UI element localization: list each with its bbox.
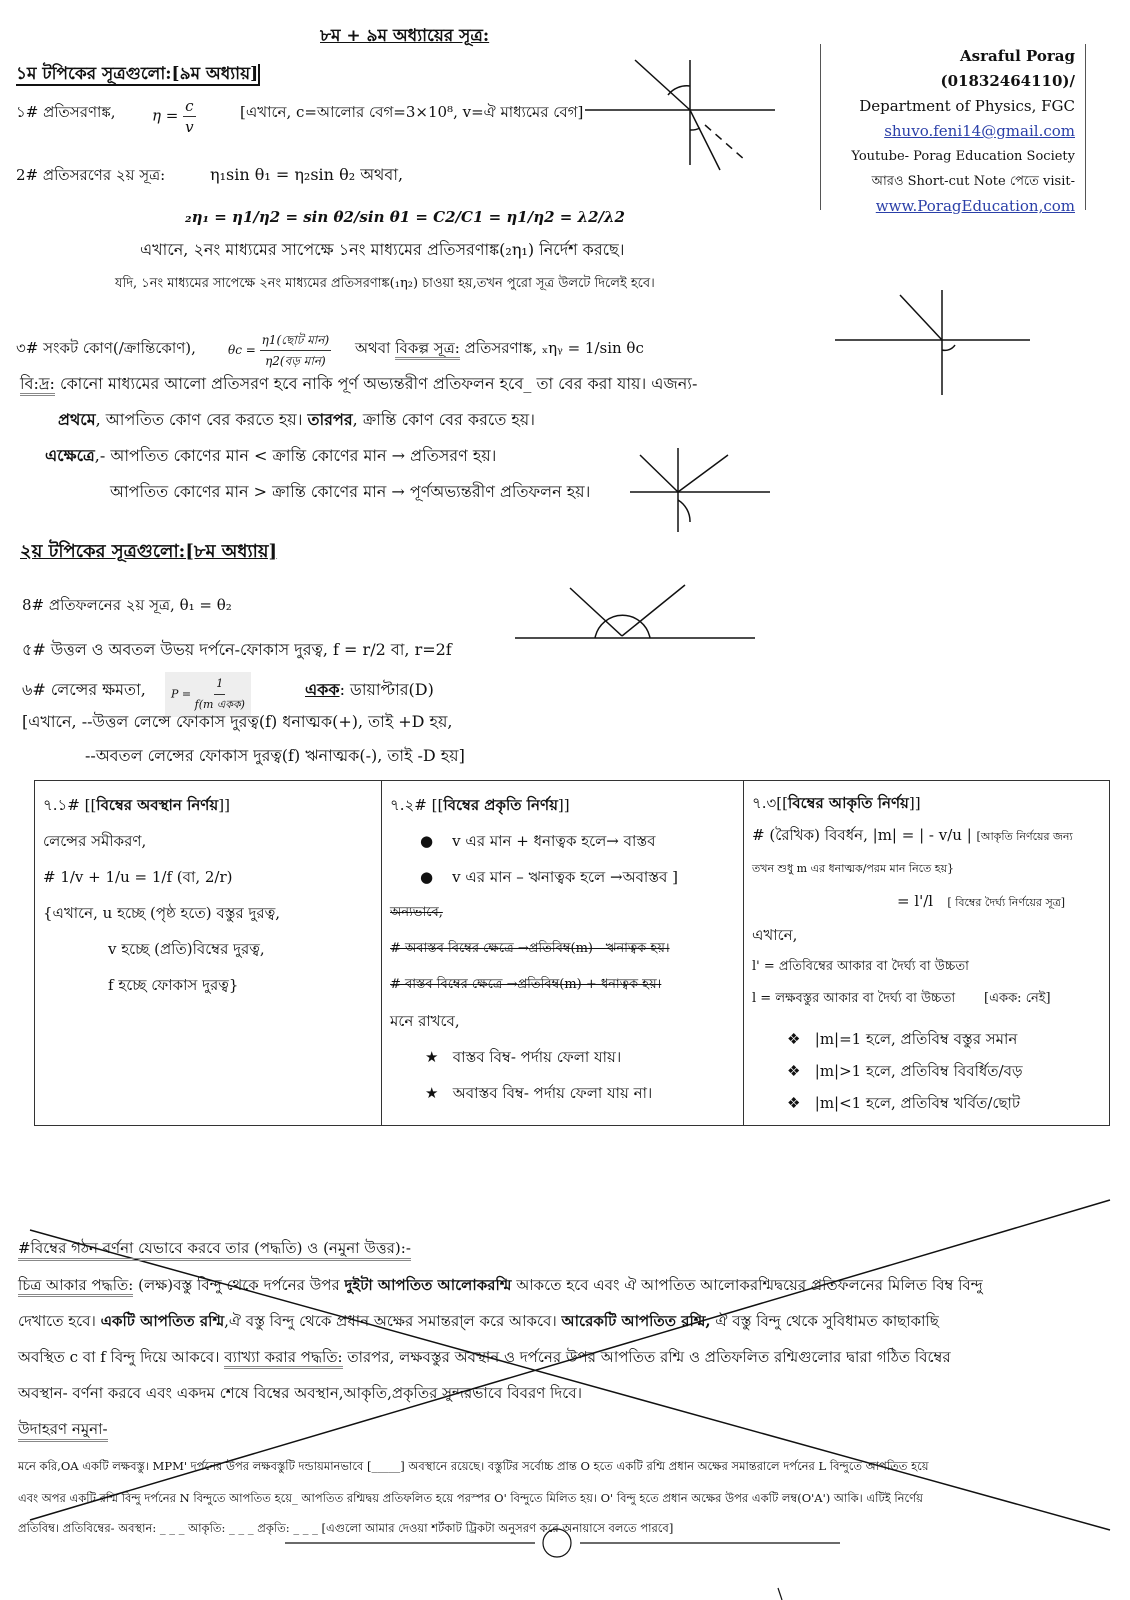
formula-6-note2: --অবতল লেন্সের ফোকাস দুরত্ব(f) ঋনাত্মক(-), তাই -D হয়] (85, 746, 465, 765)
formula-6-unit: একক: ডায়াপ্টার(D) (305, 680, 434, 699)
formula-1-label: ১# প্রতিসরণাঙ্ক, (16, 103, 116, 121)
topic1-heading: ১ম টপিকের সূত্রগুলো:[৯ম অধ্যায়] (16, 64, 259, 84)
formula-6-note1: [এখানে, --উত্তল লেন্সে ফোকাস দুরত্ব(f) ধনাত্মক(+), তাই +D হয়, (22, 712, 453, 731)
position-title: ৭.১# [[বিম্বের অবস্থান নির্ণয়]] (43, 796, 230, 814)
size-column (744, 781, 1110, 1126)
formula-2-label: 2# প্রতিসরণের ২য় সূত্র: (16, 166, 166, 184)
formula-2-note2: যদি, ১নং মাধ্যমের সাপেক্ষে ২নং মাধ্যমের প্রতিসরণাঙ্ক(₁η₂) চাওয়া হয়,তখন পুরো সূত্র উলটে দিলেই হবে। (115, 276, 655, 291)
example-line-1: মনে করি,OA একটি লক্ষবস্তু। MPM' দর্পনের উপর লক্ষবস্তুটি দন্ডায়মানভাবে [_____] অবস্থানে রয়েছে। বস্তুটির সর্বোচ্চ প্রান্ত O হতে একটি রশ্মি প্রধান অক্ষের সমান্তরালে দর্পনের L বিন্দুতে আপতিত হয়ে (18, 1459, 929, 1473)
formula-6-label: ৬# লেন্সের ক্ষমতা, (22, 680, 146, 699)
section3-heading: #বিম্বের গঠন বর্ণনা যেভাবে করবে তার (পদ্ধতি) ও (নমুনা উত্তর):- (18, 1238, 411, 1261)
method-line-4: অবস্থান- বর্ণনা করবে এবং একদম শেষে বিম্বের অবস্থান,আকৃতি,প্রকৃতির সুন্দরভাবে বিবরণ দিবে। (18, 1384, 582, 1402)
image-rules-table (34, 780, 1110, 1126)
magnification-note: তখন শুধু m এর ধনাত্মক/পরম মান নিতে হয়} (752, 862, 955, 875)
formula-2-chain: ₂η₁ = η1/η2 = sin θ2/sin θ1 = C2/C1 = η1/η2 = λ2/λ2 (185, 208, 625, 226)
formula-2: η₁sin θ₁ = η₂sin θ₂ অথবা, (210, 165, 404, 184)
position-column (35, 781, 382, 1126)
struck-rule-1: # অবাস্তব বিম্বের ক্ষেত্রে →প্রতিবিম্ব(m) - ঋনাত্বক হয়। (390, 941, 670, 956)
footer-ornament (285, 1529, 840, 1600)
f-definition: f হচ্ছে ফোকাস দুরত্ব} (108, 976, 239, 994)
struck-rule-2: # বাস্তব বিম্বের ক্ষেত্রে →প্রতিবিম্ব(m) + ধনাত্বক হয়। (390, 977, 662, 992)
topic2-heading: ২য় টপিকের সূত্রগুলো:[৮ম অধ্যায়] (20, 541, 278, 562)
example-line-2: এবং অপর একটি রশ্মি বিন্দু দর্পনের N বিন্দুতে আপতিত হয়ে_ আপতিত রশ্মিদ্বয় প্রতিফলিত হয়ে পরস্পর O' বিন্দুতে মিলিত হয়। O' বিন্দু হতে প্রধান অক্ষের উপর একটি লম্ব(O'A') আকি। এটিই নির্ণেয় (18, 1491, 923, 1505)
bullet-virtual: ● v এর মান – ঋনাত্বক হলে →অবাস্তব ] (420, 868, 679, 886)
formula-3-label: ৩# সংকট কোণ(/ক্রান্তিকোণ), (16, 339, 196, 357)
website-link[interactable]: www.PoragEducation,com (875, 197, 1075, 215)
steps-line: প্রথমে, আপতিত কোণ বের করতে হয়। তারপর, ক্রান্তি কোণ বের করতে হয়। (58, 410, 535, 429)
method-line-3: অবস্থিত c বা f বিন্দু দিয়ে আকবে। ব্যাখ্যা করার পদ্ধতি: তারপর, লক্ষবস্তুর অবস্থান ও দর্পনের উপর আপতিত রশ্মি ও প্রতিফলিত রশ্মিগুলোর দ্বারা গঠিত বিম্বের (18, 1347, 951, 1367)
critical-angle-diagram (835, 290, 1030, 395)
u-definition: {এখানে, u হচ্ছে (পৃষ্ঠ হতে) বস্তুর দুরত্ব, (43, 904, 281, 922)
image-size-definition: l' = প্রতিবিম্বের আকার বা দৈর্ঘ্য বা উচ্চতা (752, 959, 969, 974)
case-line-2: আপতিত কোণের মান > ক্রান্তি কোণের মান → পূর্ণঅভ্যন্তরীণ প্রতিফলন হয়। (110, 482, 591, 501)
formula-8: 8# প্রতিফলনের ২য় সূত্র, θ₁ = θ₂ (22, 596, 232, 614)
formula-5: ৫# উত্তল ও অবতল উভয় দর্পনে-ফোকাস দুরত্ব, f = r/2 বা, r=2f (22, 640, 452, 659)
method-line-1: চিত্র আকার পদ্ধতি: (লক্ষ)বস্তু বিন্দু থেকে দর্পনের উপর দুইটা আপতিত আলোকরশ্মি আকতে হবে এবং ঐ আপতিত আলোকরশ্মিদ্বয়ের প্রতিফলনের মিলিত বিম্ব বিন্দু (18, 1275, 983, 1295)
mag-equal: ❖ |m|=1 হলে, প্রতিবিম্ব বস্তুর সমান (787, 1030, 1018, 1048)
example-line-3: প্রতিবিম্ব। প্রতিবিম্বের- অবস্থান: _ _ _ আকৃতি: _ _ _ প্রকৃতি: _ _ _ [এগুলো আমার দেওয়া শর্টকাট ট্রিকটা অনুসরণ করে অনায়াসে বলতে পারবে] (18, 1521, 674, 1535)
formula-1-note: [এখানে, c=আলোর বেগ=3×10⁸, v=ঐ মাধ্যমের বেগ] (240, 103, 584, 121)
remember-label: মনে রাখবে, (390, 1012, 460, 1030)
method-line-2: দেখাতে হবে। একটি আপতিত রশ্মি,ঐ বস্তু বিন্দু থেকে প্রধান অক্ষের সমান্তরা্ল করে আকবে। আরেকটি আপতিত রশ্মি, ঐ বস্তু বিন্দু থেকে সুবিধামত কাছাকাছি (18, 1312, 939, 1330)
nature-column (382, 781, 744, 1126)
nature-title: ৭.২# [[বিম্বের প্রকৃতি নির্ণয়]] (390, 796, 570, 814)
lens-eq-label: লেন্সের সমীকরণ, (43, 832, 147, 850)
lens-equation: # 1/v + 1/u = 1/f (বা, 2/r) (43, 868, 233, 886)
mag-greater: ❖ |m|>1 হলে, প্রতিবিম্ব বিবর্ধিত/বড় (787, 1062, 1023, 1080)
youtube-text: Youtube- Porag Education Society (851, 149, 1075, 164)
author-infobox (820, 44, 1086, 215)
here-label: এখানে, (752, 926, 798, 944)
star-virtual: ★ অবাস্তব বিম্ব- পর্দায় ফেলা যায় না। (425, 1084, 653, 1102)
visit-text: আরও Short-cut Note পেতে visit- (871, 174, 1075, 189)
reflection-diagram (515, 585, 755, 638)
magnification-formula: # (রৈখিক) বিবর্ধন, |m| = | - v/u | [আকৃতি নির্ণয়ের জন্য (752, 826, 1073, 844)
length-formula: = l'/l [ বিম্বের দৈর্ঘ্য নির্ণয়ের সূত্র] (897, 892, 1066, 910)
note-line: বি:দ্র: কোনো মাধ্যমের আলো প্রতিসরণ হবে নাকি পূর্ণ অভ্যন্তরীণ প্রতিফলন হবে_ তা বের করা যায়। এজন্য- (20, 374, 697, 394)
author-email-link[interactable]: shuvo.feni14@gmail.com (884, 122, 1075, 140)
case-line-1: এক্ষেত্রে,- আপতিত কোণের মান < ক্রান্তি কোণের মান → প্রতিসরণ হয়। (45, 446, 497, 465)
star-real: ★ বাস্তব বিম্ব- পর্দায় ফেলা যায়। (425, 1048, 622, 1066)
formula-6: P = $\frac{1}{\text{f(m একক)}}$ (165, 672, 251, 717)
example-heading: উদাহরণ নমুনা- (18, 1419, 108, 1442)
mag-less: ❖ |m|<1 হলে, প্রতিবিম্ব খর্বিত/ছোট (787, 1094, 1021, 1112)
formula-3: θc = $\frac{\text{η1(ছোট মান)}}{\text{η2(বড় মান)}}$ (228, 330, 331, 371)
page-title: ৮ম + ৯ম অধ্যায়ের সূত্র: (320, 26, 490, 46)
refraction-diagram (585, 60, 775, 170)
object-size-definition: l = লক্ষবস্তুর আকার বা দৈর্ঘ্য বা উচ্চতা [একক: নেই] (752, 991, 1051, 1006)
author-dept: Department of Physics, FGC (859, 97, 1075, 115)
author-name: Asraful Porag (01832464110)/ (940, 47, 1075, 90)
formula-1: η = $\frac{c}{v}$ (152, 97, 194, 136)
v-definition: v হচ্ছে (প্রতি)বিম্বের দুরত্ব, (108, 940, 265, 958)
bullet-real: ● v এর মান + ধনাত্বক হলে→ বাস্তব (420, 832, 656, 850)
tir-diagram (630, 448, 770, 532)
formula-2-note: এখানে, ২নং মাধ্যমের সাপেক্ষে ১নং মাধ্যমের প্রতিসরণাঙ্ক(₂η₁) নির্দেশ করছে। (140, 240, 625, 259)
alt-label: অন্যভাবে, (390, 905, 443, 920)
formula-3-alt: অথবা বিকল্প সূত্র: প্রতিসরণাঙ্ক, ₓηᵧ = 1/sin θc (355, 338, 644, 358)
size-title: ৭.৩[[বিম্বের আকৃতি নির্ণয়]] (752, 794, 921, 812)
